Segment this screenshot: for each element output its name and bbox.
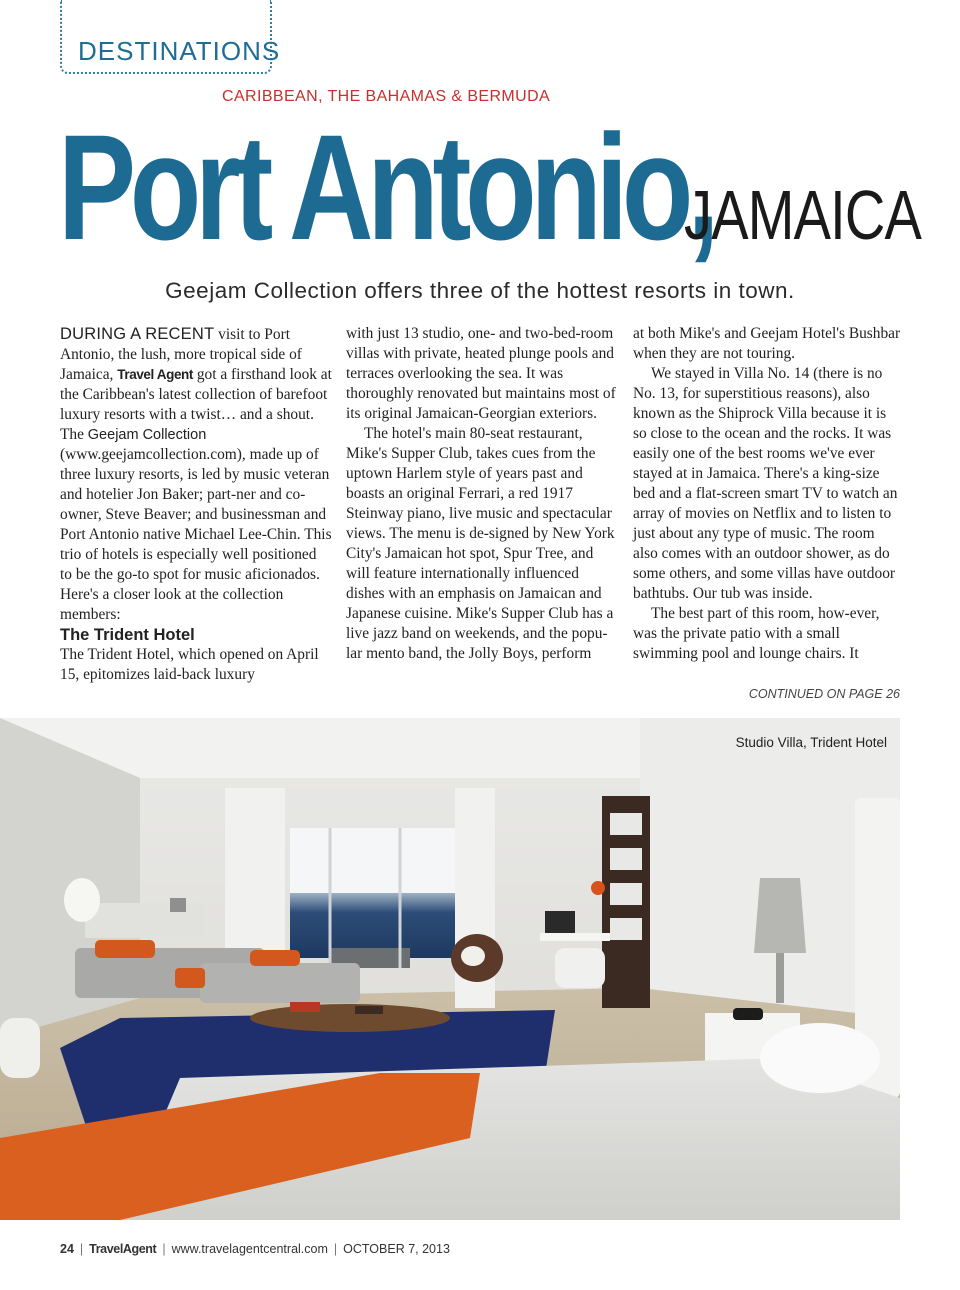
footer-brand: TravelAgent (89, 1242, 157, 1256)
paragraph: The Trident Hotel, which opened on April 15, epitomizes laid-back luxury (60, 646, 319, 683)
article-column-2 (346, 324, 618, 664)
paragraph: at both Mike's and Geejam Hotel's Bushbar when they are not touring. (633, 325, 901, 362)
geejam-mention: Geejam Collection (87, 427, 207, 443)
headline-country: JAMAICA (684, 176, 922, 254)
deck: Geejam Collection offers three of the hottest resorts in town. (165, 278, 795, 303)
footer-url: www.travelagentcentral.com (171, 1242, 328, 1256)
section-label: DESTINATIONS (78, 36, 281, 66)
headline-city: Port Antonio, (58, 103, 714, 271)
paragraph: We stayed in Villa No. 14 (there is no No. 13, for superstitious reasons), also known as the Shiprock Villa because it is so close to the ocean and the rocks. It was easily one of the best rooms we've ever stayed at in Jamaica. There's a king-size bed and a flat-screen smart TV to watch an array of movies on Netflix and to listen to just about any type of music. The room also comes with an outdoor shower, as do some others, and some villas have outdoor bathtubs. Our tub was inside. (633, 365, 898, 602)
brand-mention: Travel Agent (117, 367, 193, 382)
paragraph: with just 13 studio, one- and two-bed-room villas with private, heated plunge pools and terraces overlooking the sea. It was thoroughly renovated but maintains most of its original Jamaican-Georgian exteriors. (346, 325, 616, 422)
article-column-1 (60, 324, 332, 685)
paragraph: DURING A RECENT visit to Port Antonio, the lush, more tropical side of Jamaica, Travel Agent got a firsthand look at the Caribbean's latest collection of barefoot luxury resorts with a twist… and a shout. The Geejam Collection (www.geejamcollection.com), made up of three luxury resorts, is led by music veteran and hotelier Jon Baker; part-ner and co-owner, Steve Beaver; and businessman and Port Antonio native Michael Lee-Chin. This trio of hotels is especially well positioned to be the go-to spot for music aficionados. Here's a closer look at the collection members: (60, 325, 332, 623)
photo-caption: Studio Villa, Trident Hotel (735, 735, 887, 750)
hotel-room-photo (0, 718, 900, 1220)
paragraph: The hotel's main 80-seat restaurant, Mike's Supper Club, takes cues from the uptown Harlem style of years past and boasts an original Ferrari, a red 1917 Steinway piano, live music and spectacular views. The menu is de-signed by New York City's Jamaican hot spot, Spur Tree, and will feature internationally influenced dishes with an emphasis on Jamaican and Japanese cuisine. Mike's Supper Club has a live jazz band on weekends, and the popu-lar mento band, the Jolly Boys, perform (346, 425, 615, 662)
page-footer (60, 1242, 450, 1256)
divider: | (162, 1242, 166, 1256)
subhead: The Trident Hotel (60, 626, 195, 644)
continued-note: CONTINUED ON PAGE 26 (748, 687, 900, 701)
region-label: CARIBBEAN, THE BAHAMAS & BERMUDA (222, 88, 551, 105)
lead-in: DURING A RECENT (60, 325, 215, 343)
divider: | (333, 1242, 338, 1256)
paragraph: The best part of this room, how-ever, was the private patio with a small swimming pool and lounge chairs. It (633, 605, 880, 662)
divider: | (79, 1242, 84, 1256)
footer-date: OCTOBER 7, 2013 (343, 1242, 450, 1256)
page-number: 24 (60, 1242, 74, 1256)
section-tag (60, 0, 281, 74)
headline (58, 103, 922, 271)
article-column-3 (633, 324, 903, 664)
